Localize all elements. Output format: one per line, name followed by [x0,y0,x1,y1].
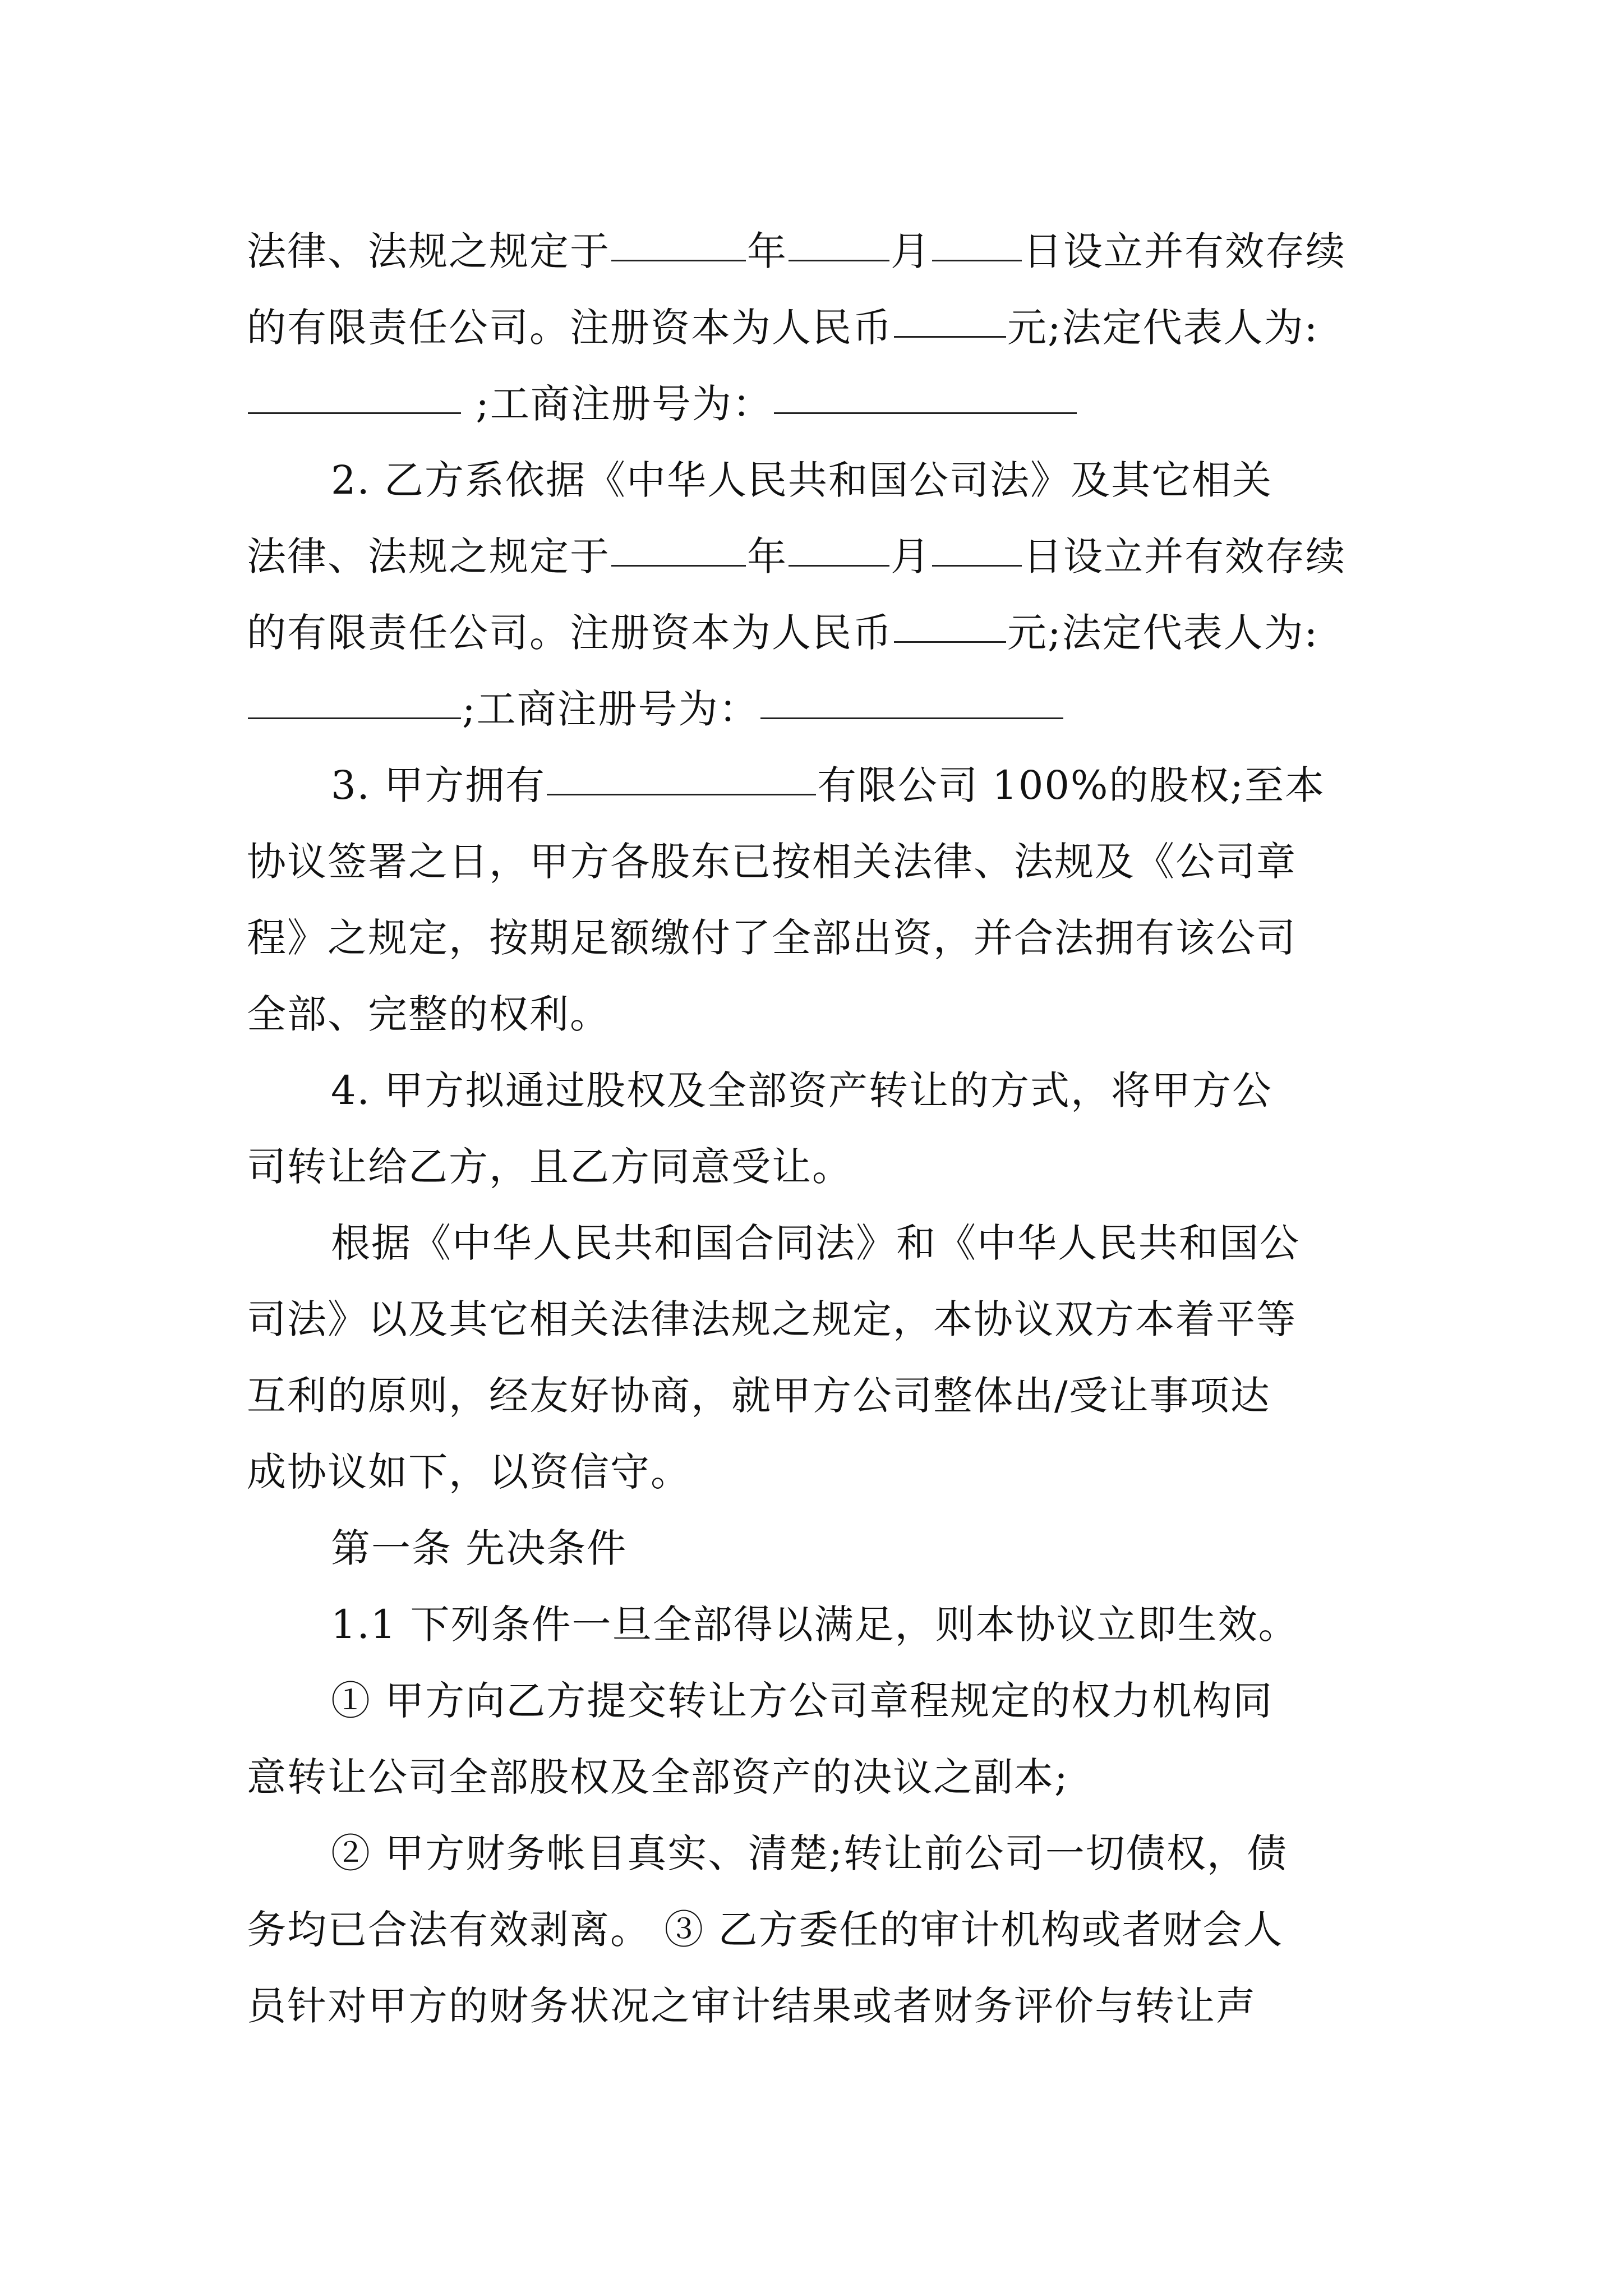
month-blank [789,259,889,261]
text-segment: 日设立并有效存续 [1023,228,1346,274]
text-line [247,595,1380,671]
text-segment: 有限公司 100%的股权;至本 [817,762,1326,808]
text-segment: 务均已合法有效剥离。 ③ 乙方委任的审计机构或者财会人 [247,1907,1284,1953]
text-segment: 1.1 下列条件一旦全部得以满足，则本协议立即生效。 [331,1602,1299,1648]
text-segment: ① 甲方向乙方提交转让方公司章程规定的权力机构同 [331,1678,1274,1724]
section-heading [247,1510,1380,1586]
day-blank [932,564,1022,567]
text-segment: 月 [891,228,931,274]
text-segment: 员针对甲方的财务状况之审计结果或者财务评价与转让声 [247,1983,1256,2029]
registration-number-blank [760,717,1063,719]
text-segment: 4. 甲方拟通过股权及全部资产转让的方式，将甲方公 [331,1068,1273,1114]
text-segment: 协议签署之日，甲方各股东已按相关法律、法规及《公司章 [247,839,1297,885]
year-blank [611,564,746,567]
text-segment: 年 [747,228,787,274]
text-segment: ;工商注册号为： [462,686,759,732]
text-segment: 互利的原则，经友好协商，就甲方公司整体出/受让事项达 [247,1373,1271,1419]
text-segment: 的有限责任公司。注册资本为人民币 [247,610,893,656]
text-line [247,1739,1380,1815]
text-segment: 年 [747,533,787,579]
text-line [247,366,1380,442]
text-line [247,900,1380,976]
text-line [247,1586,1380,1663]
year-blank [611,259,746,261]
month-blank [789,564,889,567]
text-segment: 的有限责任公司。注册资本为人民币 [247,305,893,351]
company-name-blank [547,793,816,795]
text-segment: 法律、法规之规定于 [247,228,610,274]
text-segment: ;工商注册号为： [462,381,773,427]
text-line [247,213,1380,289]
text-segment: 意转让公司全部股权及全部资产的决议之副本; [247,1754,1069,1800]
text-segment: 第一条 先决条件 [331,1525,628,1571]
text-segment: 月 [891,533,931,579]
text-segment: 元;法定代表人为: [1007,610,1319,656]
text-line [247,1358,1380,1434]
text-line [247,518,1380,595]
text-segment: ② 甲方财务帐目真实、清楚;转让前公司一切债权，债 [331,1830,1288,1876]
text-line [247,1281,1380,1358]
text-line [247,289,1380,366]
text-line [247,671,1380,747]
text-segment: 全部、完整的权利。 [247,991,610,1037]
text-line [247,1968,1380,2044]
text-line [247,1892,1380,1968]
text-line [247,1434,1380,1510]
text-line [247,442,1380,518]
text-segment: 2. 乙方系依据《中华人民共和国公司法》及其它相关 [331,457,1273,503]
text-line [247,1052,1380,1129]
text-line [247,747,1380,823]
text-line [247,976,1380,1052]
capital-blank [894,335,1006,338]
text-segment: 司转让给乙方，且乙方同意受让。 [247,1144,852,1190]
text-segment: 日设立并有效存续 [1023,533,1346,579]
day-blank [932,259,1022,261]
document-body [247,213,1380,2044]
text-line [247,823,1380,900]
registration-number-blank [774,412,1077,414]
text-segment: 元;法定代表人为: [1007,305,1319,351]
text-segment: 根据《中华人民共和国合同法》和《中华人民共和国公 [331,1220,1300,1266]
text-segment: 程》之规定，按期足额缴付了全部出资，并合法拥有该公司 [247,915,1297,961]
legal-rep-blank [248,717,461,719]
legal-rep-blank [248,412,461,414]
text-segment: 法律、法规之规定于 [247,533,610,579]
text-segment: 司法》以及其它相关法律法规之规定，本协议双方本着平等 [247,1296,1297,1342]
text-line [247,1663,1380,1739]
text-line [247,1129,1380,1205]
text-line [247,1205,1380,1281]
capital-blank [894,641,1006,643]
text-segment: 成协议如下，以资信守。 [247,1449,691,1495]
text-line [247,1815,1380,1892]
text-segment: 3. 甲方拥有 [331,762,546,808]
